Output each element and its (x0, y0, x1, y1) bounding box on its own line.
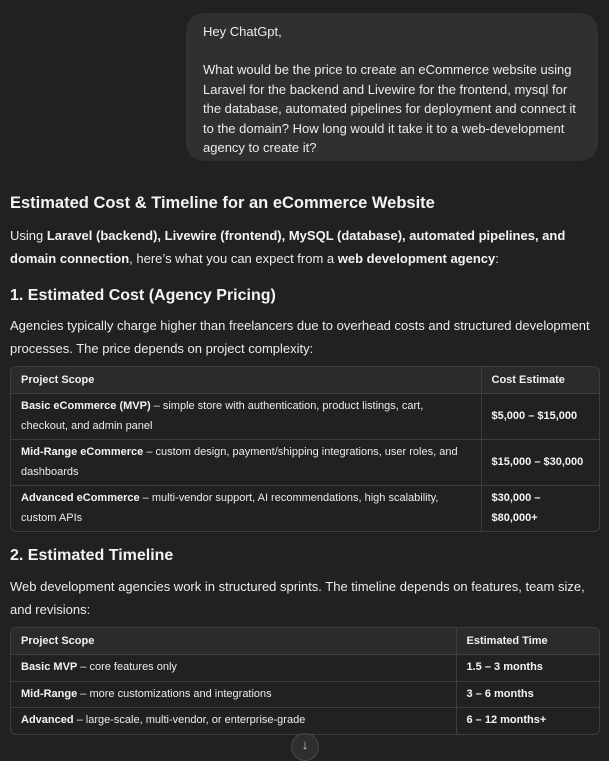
timeline-scope-lead: Advanced (21, 714, 74, 726)
cost-scope-cell (11, 440, 481, 486)
intro-agency-bold: web development agency (337, 250, 496, 266)
timeline-time-cell: 6 – 12 months+ (456, 708, 599, 734)
user-message-body: What would be the price to create an eCommerce website using Laravel for the backend and Livewire for the frontend, mysql for the database, automated pipelines for deployment and connect it to the domain? How long would it take it to a web-development agency to create it? (203, 62, 576, 156)
timeline-scope-lead: Basic MVP (21, 661, 78, 673)
cost-estimate-cell: $15,000 – $30,000 (481, 440, 599, 486)
cost-scope-lead: Mid-Range eCommerce (21, 446, 144, 458)
timeline-scope-cell (11, 708, 456, 734)
table-row (11, 708, 599, 734)
timeline-scope-detail: – more customizations and integrations (77, 687, 272, 700)
timeline-section-heading: 2. Estimated Timeline (10, 547, 174, 564)
table-row (11, 486, 599, 532)
intro-text-2: , here’s what you can expect from a (129, 250, 338, 266)
cost-table-header-scope: Project Scope (11, 367, 481, 394)
timeline-table-header-row (11, 628, 599, 655)
timeline-scope-lead: Mid-Range (21, 687, 78, 700)
cost-section-description: Agencies typically charge higher than freelancers due to overhead costs and structured development processes. The price depends on project complexity: (10, 318, 590, 356)
table-row (11, 440, 599, 486)
cost-table-header-row (11, 367, 599, 394)
user-message-greeting: Hey ChatGpt, (203, 24, 282, 39)
cost-estimate-cell: $30,000 – $80,000+ (481, 486, 599, 532)
arrow-down-icon: ↓ (301, 737, 309, 752)
response-title: Estimated Cost & Timeline for an eCommerce Website (10, 194, 435, 212)
timeline-time-cell: 1.5 – 3 months (456, 655, 599, 682)
scroll-down-button[interactable] (291, 733, 319, 761)
table-row (11, 681, 599, 708)
user-message-bubble (186, 13, 598, 161)
timeline-scope-cell (11, 681, 456, 708)
cost-estimate-cell: $5,000 – $15,000 (481, 394, 599, 440)
cost-scope-cell (11, 394, 481, 440)
cost-scope-lead: Advanced eCommerce (21, 492, 140, 504)
timeline-table (10, 627, 600, 735)
cost-table-header-estimate: Cost Estimate (481, 367, 599, 394)
cost-scope-detail: – multi-vendor support, AI recommendations, high scalability, custom APIs (21, 492, 439, 524)
cost-scope-cell (11, 486, 481, 532)
cost-scope-detail: – custom design, payment/shipping integrations, user roles, and dashboards (21, 446, 458, 478)
timeline-table-header-time: Estimated Time (456, 628, 599, 655)
cost-table (10, 366, 600, 532)
timeline-scope-cell (11, 655, 456, 682)
cost-scope-lead: Basic eCommerce (MVP) (21, 400, 151, 412)
intro-text-3: : (495, 250, 499, 266)
table-row (11, 394, 599, 440)
timeline-time-cell: 3 – 6 months (456, 681, 599, 708)
intro-text-1: Using (10, 228, 47, 243)
timeline-table-header-scope: Project Scope (11, 628, 456, 655)
timeline-scope-detail: – large-scale, multi-vendor, or enterprise-grade (73, 714, 306, 726)
intro-stack-bold: Laravel (backend), Livewire (frontend), MySQL (database), automated pipelines, and domain connection (10, 228, 566, 266)
timeline-scope-detail: – core features only (77, 661, 177, 673)
table-row (11, 655, 599, 682)
cost-scope-detail: – simple store with authentication, product listings, cart, checkout, and admin panel (21, 400, 424, 432)
timeline-section-description: Web development agencies work in structured sprints. The timeline depends on features, team size, and revisions: (10, 579, 585, 617)
cost-section-heading: 1. Estimated Cost (Agency Pricing) (10, 287, 276, 304)
response-intro (10, 225, 602, 270)
